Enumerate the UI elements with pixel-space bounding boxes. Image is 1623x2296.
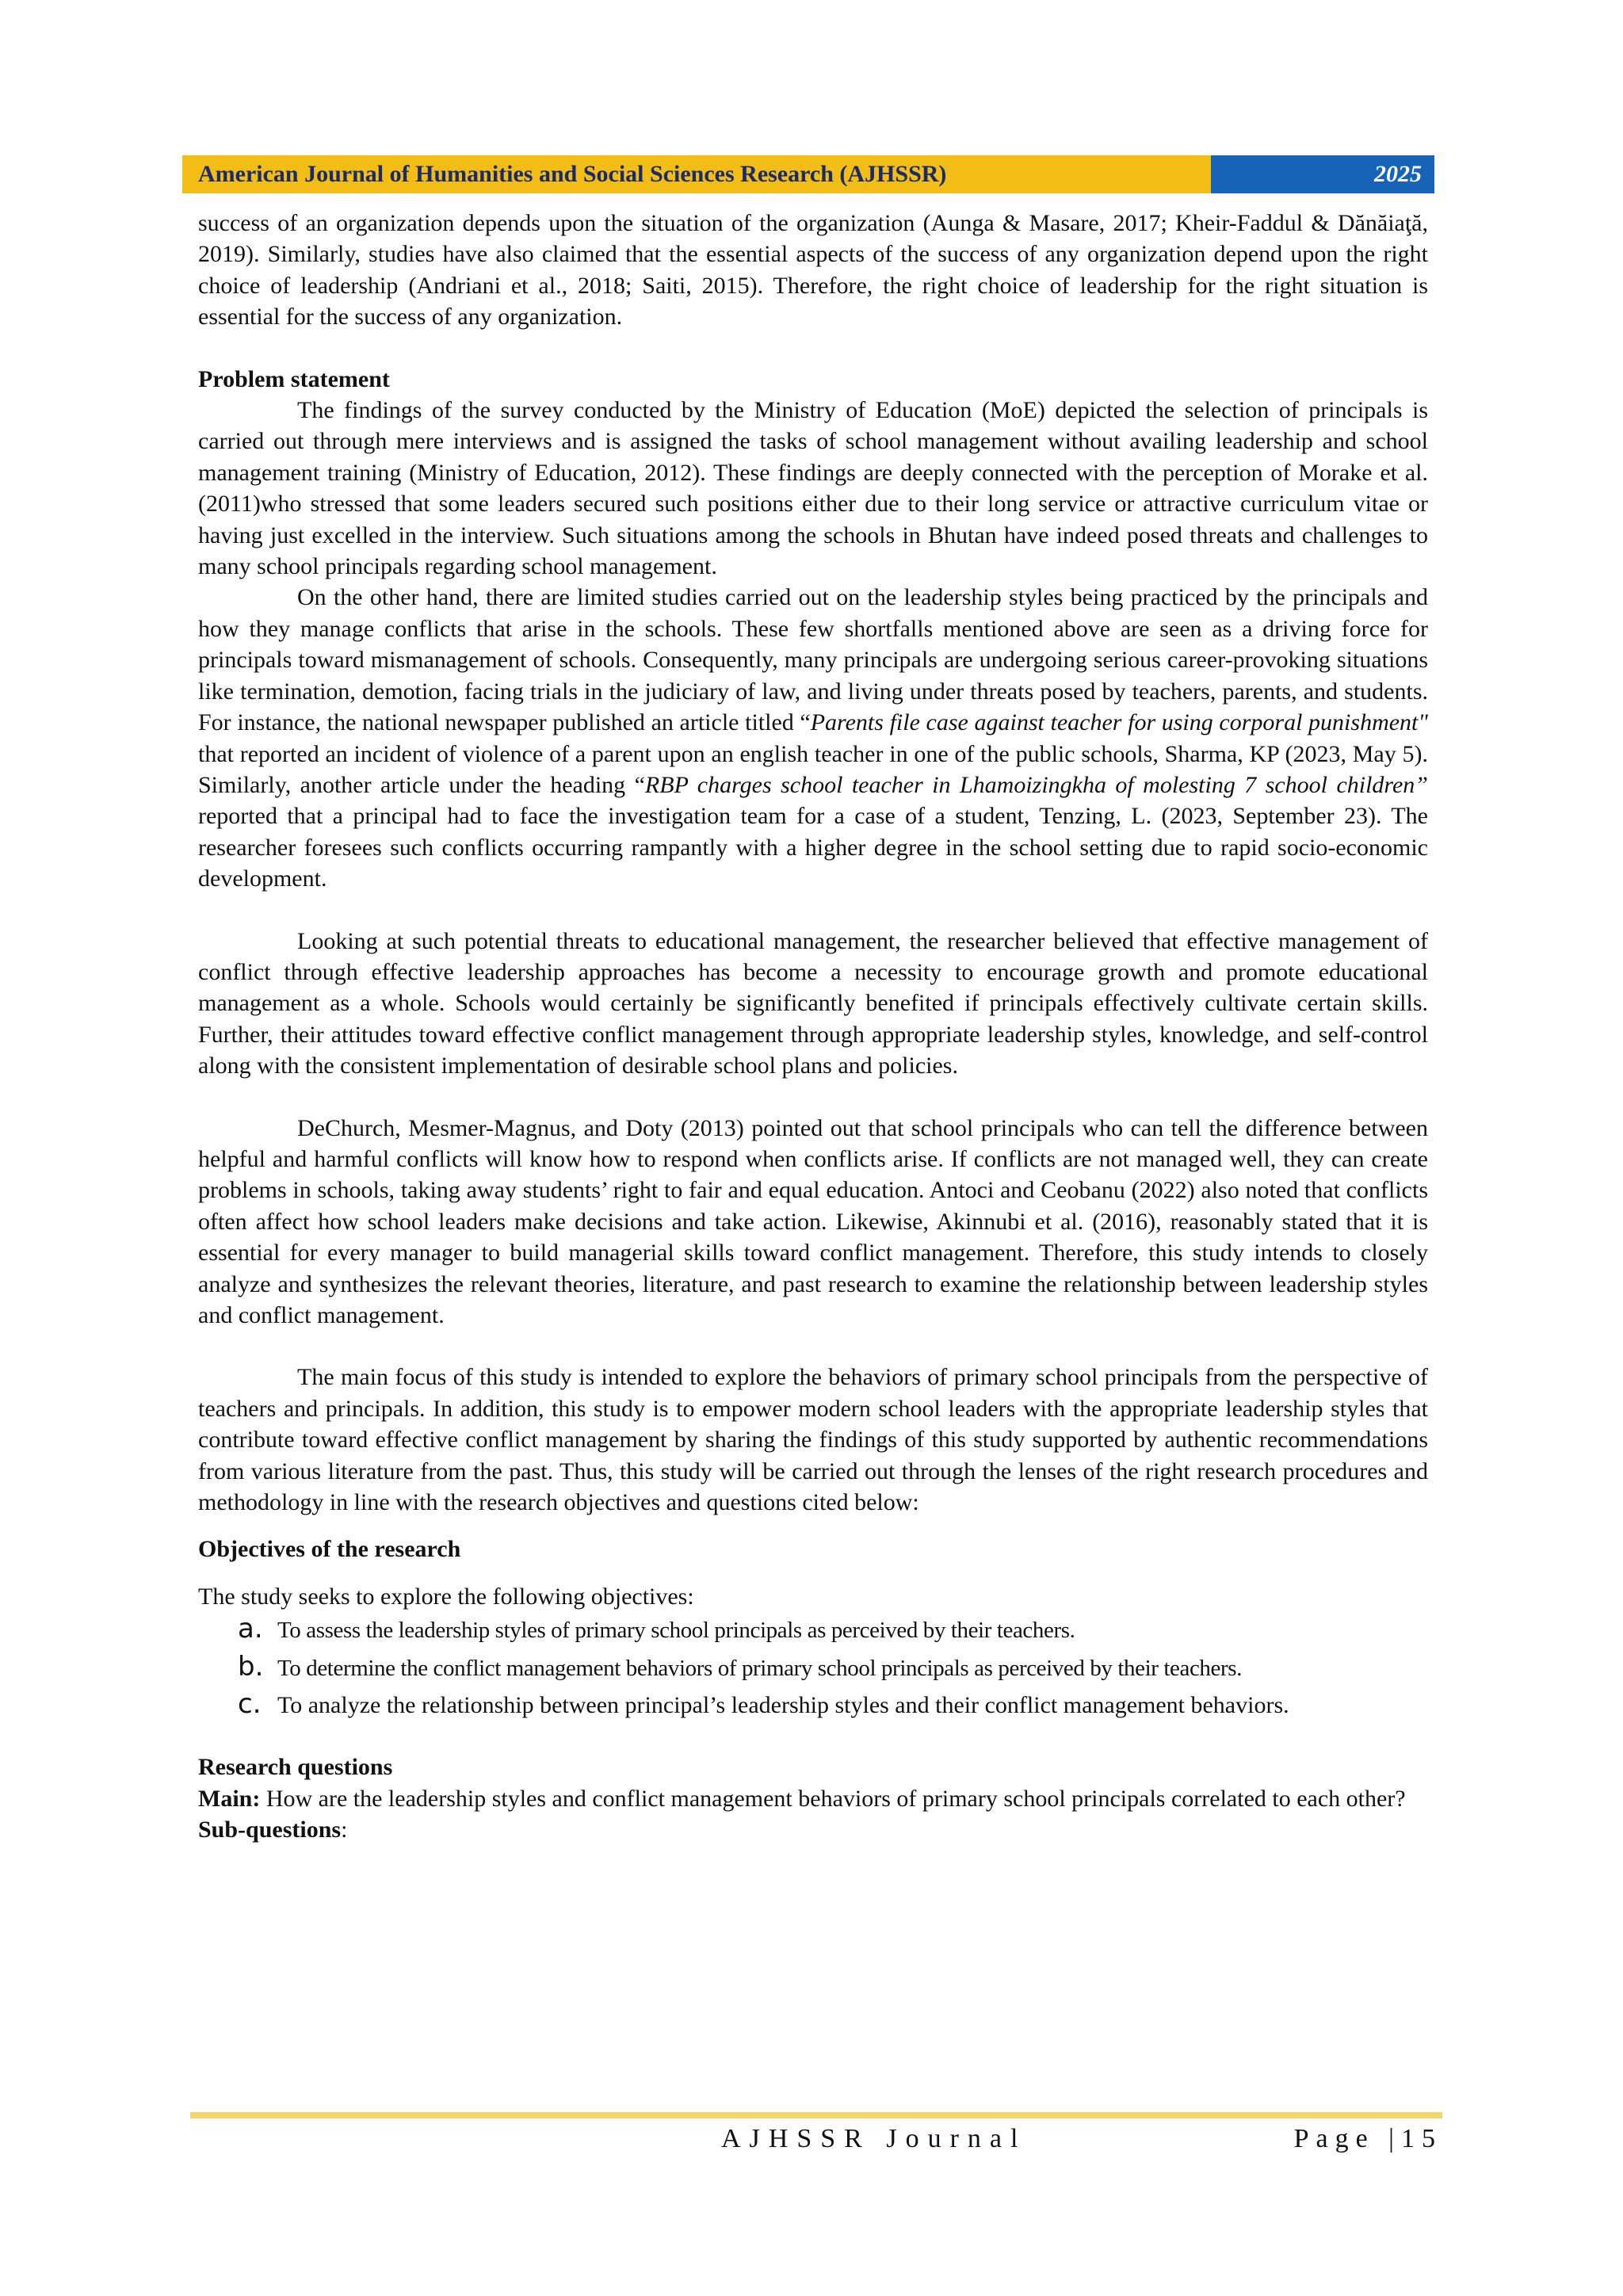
journal-header <box>182 155 1434 193</box>
footer-journal: AJHSSR Journal <box>721 2124 1027 2153</box>
heading-problem-statement: Problem statement <box>198 365 390 392</box>
article-title-1: Parents file case against teacher for using corporal punishment" <box>810 709 1428 736</box>
text-span: reported that a principal had to face the investigation team for a case of a student, Tenzing, L. (2023, September 23). The researcher foresees such conflicts occurring rampantly with a higher degree in the school setting due to rapid socio-economic development. <box>198 803 1428 892</box>
paragraph-sub-questions <box>198 1814 1428 1845</box>
main-question-text: How are the leadership styles and conflict management behaviors of primary school principals correlated to each other? <box>260 1785 1406 1812</box>
paragraph-intro: success of an organization depends upon the situation of the organization (Aunga & Masare, 2017; Kheir-Faddul & Dănăiaţă, 2019). Similarly, studies have also claimed that the essential aspects of the success of any organization depend upon the right choice of leadership (Andriani et al., 2018; Saiti, 2015). Therefore, the right choice of leadership for the right situation is essential for the success of any organization. <box>198 210 1428 330</box>
list-item-text: To determine the conflict management behaviors of primary school principals as perceived by their teachers. <box>277 1655 1243 1681</box>
paragraph-objectives-intro: The study seeks to explore the following objectives: <box>198 1583 694 1610</box>
heading-objectives: Objectives of the research <box>198 1536 461 1563</box>
paragraph-main-question <box>198 1783 1428 1814</box>
sub-questions-colon: : <box>341 1817 348 1843</box>
text-span: that reported an incident of violence of a parent upon an english teacher in one of the public schools, Sharma, KP (2023, May 5). Similarly, another article under the heading “ <box>198 740 1428 798</box>
paragraph-dechurch: DeChurch, Mesmer-Magnus, and Doty (2013) pointed out that school principals who can tell the difference between helpful and harmful conflicts will know how to respond when conflicts arise. If conflicts are not managed well, they can create problems in schools, taking away students’ right to fair and equal education. Antoci and Ceobanu (2022) also noted that conflicts often affect how school leaders make decisions and take action. Likewise, Akinnubi et al. (2016), reasonably stated that it is essential for every manager to build managerial skills toward conflict management. Therefore, this study intends to closely analyze and synthesizes the relevant theories, literature, and past research to examine the relationship between leadership styles and conflict management. <box>198 1114 1428 1328</box>
list-item-text: To analyze the relationship between principal’s leadership styles and their conflict management behaviors. <box>277 1692 1289 1719</box>
paragraph-problem-1: The findings of the survey conducted by the Ministry of Education (MoE) depicted the selection of principals is carried out through mere interviews and is assigned the tasks of school management without availing leadership and school management training (Ministry of Education, 2012). These findings are deeply connected with the perception of Morake et al.(2011)who stressed that some leaders secured such positions either due to their long service or attractive curriculum vitae or having just excelled in the interview. Such situations among the schools in Bhutan have indeed posed threats and challenges to many school principals regarding school management. <box>198 397 1428 580</box>
objectives-list <box>198 1614 1428 1721</box>
journal-title: American Journal of Humanities and Social Sciences Research (AJHSSR) <box>182 155 1211 193</box>
main-label: Main: <box>198 1785 261 1812</box>
journal-year: 2025 <box>1211 155 1434 193</box>
page-number: Page |15 <box>1293 2124 1442 2153</box>
sub-questions-label: Sub-questions <box>198 1817 342 1843</box>
paragraph-problem-2 <box>198 582 1428 894</box>
list-item <box>198 1689 1428 1721</box>
list-marker: b. <box>238 1650 264 1683</box>
footer-divider <box>190 2112 1442 2118</box>
heading-research-questions: Research questions <box>198 1754 393 1781</box>
page-footer <box>190 2124 1442 2159</box>
paragraph-threats: Looking at such potential threats to educational management, the researcher believed that effective management of conflict through effective leadership approaches has become a necessity to encourage growth and promote educational management as a whole. Schools would certainly be significantly benefited if principals effectively cultivate certain skills. Further, their attitudes toward effective conflict management through appropriate leadership styles, knowledge, and self-control along with the consistent implementation of desirable school plans and policies. <box>198 927 1428 1079</box>
article-title-2: RBP charges school teacher in Lhamoizingkha of molesting 7 school children” <box>644 771 1428 798</box>
list-item-text: To assess the leadership styles of primary school principals as perceived by their teachers. <box>277 1618 1075 1644</box>
paragraph-main-focus: The main focus of this study is intended to explore the behaviors of primary school principals from the perspective of teachers and principals. In addition, this study is to empower modern school leaders with the appropriate leadership styles that contribute toward effective conflict management by sharing the findings of this study supported by authentic recommendations from various literature from the past. Thus, this study will be carried out through the lenses of the right research procedures and methodology in line with the research objectives and questions cited below: <box>198 1364 1428 1516</box>
list-marker: c. <box>238 1688 262 1721</box>
list-item <box>198 1652 1428 1684</box>
page-content <box>198 208 1428 1846</box>
list-marker: a. <box>238 1613 263 1645</box>
text-span: On the other hand, there are limited studies carried out on the leadership styles being practiced by the principals and how they manage conflicts that arise in the schools. These few shortfalls mentioned above are seen as a driving force for principals toward mismanagement of schools. Consequently, many principals are undergoing serious career-provoking situations like termination, demotion, facing trials in the judiciary of law, and living under threats posed by teachers, parents, and students. For instance, the national newspaper published an article titled “ <box>198 584 1428 736</box>
list-item <box>198 1614 1428 1646</box>
